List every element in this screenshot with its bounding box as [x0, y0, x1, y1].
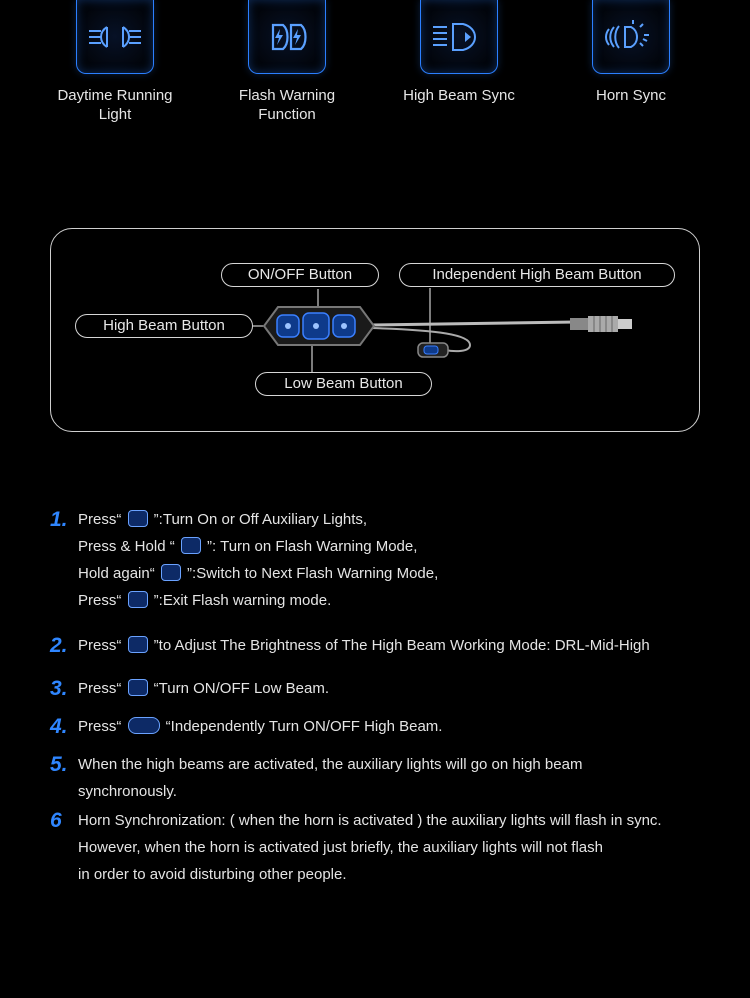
independent-high-beam-callout: Independent High Beam Button: [399, 263, 675, 287]
step-line: [78, 533, 730, 560]
feature-label-line1: Horn Sync: [595, 87, 667, 104]
feature-label-line2: Light: [98, 106, 132, 123]
step-line: synchronously.: [78, 783, 177, 800]
step-text: Press“: [78, 718, 126, 735]
step-number: 2.: [50, 634, 68, 657]
step-text: ”:Turn On or Off Auxiliary Lights,: [149, 511, 368, 528]
step-text: ”:Switch to Next Flash Warning Mode,: [182, 565, 439, 582]
step-line: in order to avoid disturbing other people.: [78, 866, 347, 883]
feature-label-line1: Flash Warning: [238, 87, 336, 104]
step-text: Press“: [78, 592, 126, 609]
step-number: 3.: [50, 677, 68, 700]
step-number: 4.: [50, 715, 68, 738]
step-4: [50, 713, 730, 751]
step-line: When the high beams are activated, the auxiliary lights will go on high beam: [78, 756, 583, 773]
step-line: Horn Synchronization: ( when the horn is activated ) the auxiliary lights will flash in sync.: [78, 812, 662, 829]
step-text: ”to Adjust The Brightness of The High Beam Working Mode: DRL-Mid-High: [149, 637, 650, 654]
step-text: ”:Exit Flash warning mode.: [149, 592, 332, 609]
low-beam-button-callout: Low Beam Button: [255, 372, 432, 396]
step-text: “Independently Turn ON/OFF High Beam.: [161, 718, 443, 735]
feature-label-line1: High Beam Sync: [403, 87, 515, 104]
on-off-button-callout: ON/OFF Button: [221, 263, 379, 287]
instructions-list: [50, 506, 730, 888]
step-text: Press“: [78, 680, 126, 697]
step-line: [78, 587, 730, 614]
step-line: [78, 560, 730, 587]
step-text: Press & Hold “: [78, 538, 179, 555]
step-1: [50, 506, 730, 632]
flash-button-icon: [161, 564, 181, 581]
flash-button-icon: [128, 591, 148, 608]
low-beam-button-icon: [128, 679, 148, 696]
feature-label-line1: Daytime Running: [57, 87, 173, 104]
step-3: [50, 675, 730, 713]
step-text: Press“: [78, 637, 126, 654]
step-2: [50, 632, 730, 675]
step-text: Hold again“: [78, 565, 159, 582]
step-6: [50, 807, 730, 888]
step-line: [78, 506, 730, 533]
feature-label-line2: Function: [258, 106, 316, 123]
independent-high-beam-button-icon: [128, 717, 160, 734]
step-5: [50, 751, 730, 807]
step-text: Press“: [78, 511, 126, 528]
high-beam-button-icon: [128, 636, 148, 653]
high-beam-button-callout: High Beam Button: [75, 314, 253, 338]
flash-button-icon: [181, 537, 201, 554]
step-number: 1.: [50, 508, 68, 531]
step-text: “Turn ON/OFF Low Beam.: [149, 680, 329, 697]
step-line: However, when the horn is activated just briefly, the auxiliary lights will not flash: [78, 839, 603, 856]
step-number: 6: [50, 809, 62, 832]
flash-button-icon: [128, 510, 148, 527]
step-text: ”: Turn on Flash Warning Mode,: [202, 538, 418, 555]
step-number: 5.: [50, 753, 68, 776]
